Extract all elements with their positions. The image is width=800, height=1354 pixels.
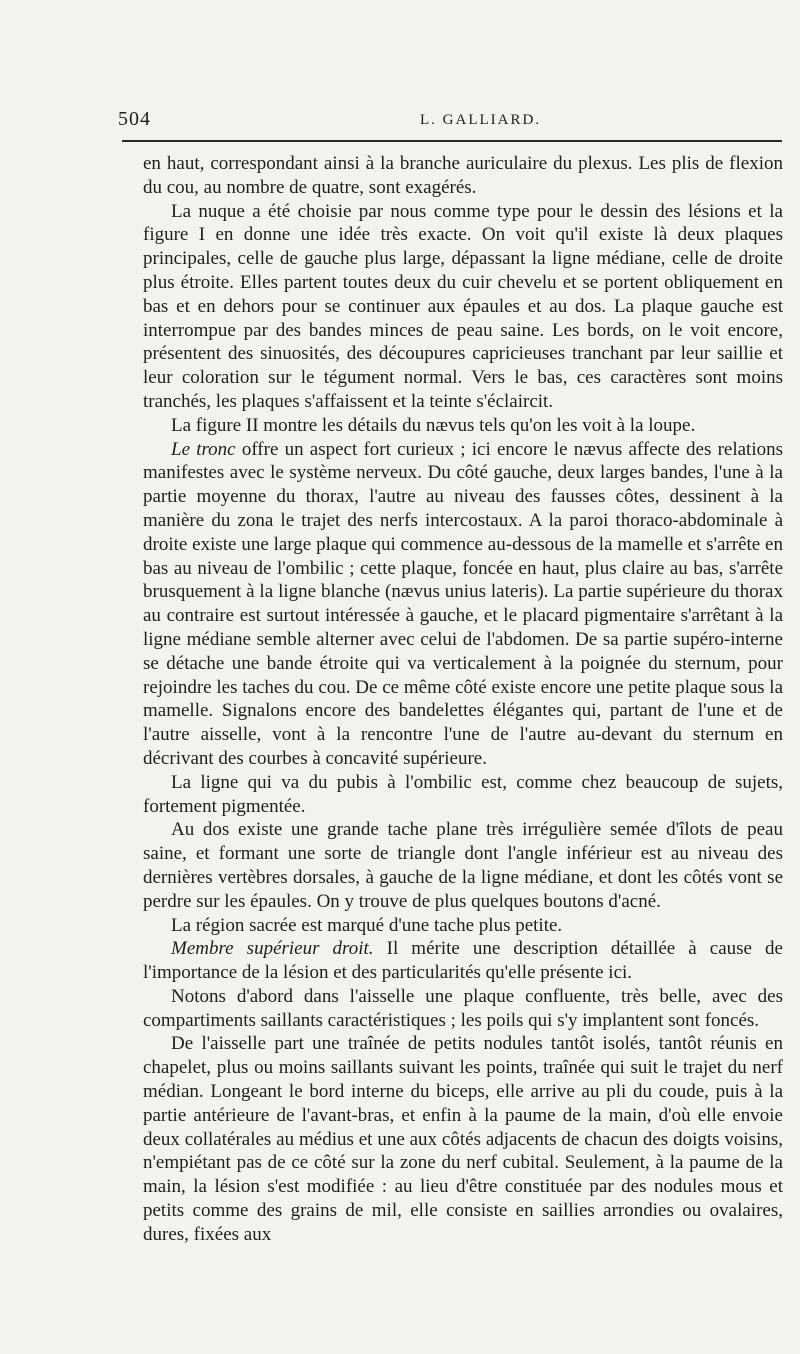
paragraph: Membre supérieur droit. Il mérite une description détaillée à cause de l'importance de la lésion et des particularités qu'elle présente ici. [143, 938, 783, 984]
paragraph: Le tronc offre un aspect fort curieux ; ici encore le nævus affecte des relations manifestes avec le système nerveux. Du côté gauche, deux larges bandes, l'une à la partie moyenne du thorax, l'autre au niveau des fausses côtes, dessinent à la manière du zona le trajet des nerfs intercostaux. A la paroi thoraco-abdominale à droite existe une large plaque qui commence au-dessous de la mamelle et s'arrête en bas au niveau de l'ombilic ; cette plaque, foncée en haut, plus claire au bas, s'arrête brusquement à la ligne blanche (nævus unius lateris). La partie supérieure du thorax au contraire est surtout intéressée à gauche, et le placard pigmentaire s'arrêtant à la ligne médiane semble alterner avec celui de l'abdomen. De sa partie supéro-interne se détache une bande étroite qui va verticalement à la poignée du sternum, pour rejoindre les taches du cou. De ce même côté existe encore une petite plaque sous la mamelle. Signalons encore des bandelettes élégantes qui, partant de l'une et de l'autre aisselle, vont à la rencontre l'une de l'autre au-devant du sternum en décrivant des courbes à concavité supérieure. [143, 438, 783, 769]
paragraph: La nuque a été choisie par nous comme type pour le dessin des lésions et la figure I en donne une idée très exacte. On voit qu'il existe là deux plaques principales, celle de gauche plus large, dépassant la ligne médiane, celle de droite plus étroite. Elles partent toutes deux du cuir chevelu et se portent obliquement en bas et en dehors pour se continuer aux épaules et au dos. La plaque gauche est interrompue par des bandes minces de peau saine. Les bords, on le voit encore, présentent des sinuosités, des découpures capricieuses tranchant par leur saillie et leur coloration sur le tégument normal. Vers le bas, ces caractères sont moins tranchés, les plaques s'affaissent et la teinte s'éclaircit. [143, 200, 783, 412]
paragraph: La ligne qui va du pubis à l'ombilic est, comme chez beaucoup de sujets, fortement pigmentée. [143, 771, 783, 817]
paragraph: Notons d'abord dans l'aisselle une plaque confluente, très belle, avec des compartiments saillants caractéristiques ; les poils qui s'y implantent sont foncés. [143, 985, 783, 1031]
header-rule [122, 140, 782, 142]
paragraph: Au dos existe une grande tache plane très irrégulière semée d'îlots de peau saine, et formant une sorte de triangle dont l'angle inférieur est au niveau des dernières vertèbres dorsales, à gauche de la ligne médiane, et dont les côtés vont se perdre sur les épaules. On y trouve de plus quelques boutons d'acné. [143, 819, 783, 912]
paragraph: La région sacrée est marqué d'une tache plus petite. [171, 914, 563, 936]
body-text [143, 152, 783, 1247]
running-head: L. GALLIARD. [420, 112, 542, 128]
page-header [118, 108, 788, 138]
italic-lead: Le tronc [171, 438, 236, 460]
page-number: 504 [118, 108, 151, 130]
paragraph: De l'aisselle part une traînée de petits nodules tantôt isolés, tantôt réunis en chapelet, plus ou moins saillants suivant les points, traînée qui suit le trajet du nerf médian. Longeant le bord interne du biceps, elle arrive au pli du coude, puis à la partie antérieure de l'avant-bras, et enfin à la paume de la main, d'où elle envoie deux collatérales au médius et une aux côtés adjacents de chacun des doigts voisins, n'empiétant pas de ce côté sur la zone du nerf cubital. Seulement, à la paume de la main, la lésion s'est modifiée : au lieu d'être constituée par des nodules mous et petits comme des grains de mil, elle consiste en saillies arrondies ou ovalaires, dures, fixées aux [143, 1033, 783, 1245]
italic-lead: Membre supérieur droit. [171, 938, 374, 960]
paragraph: La figure II montre les détails du nævus tels qu'on les voit à la loupe. [171, 414, 696, 436]
paragraph: en haut, correspondant ainsi à la branche auriculaire du plexus. Les plis de flexion du cou, au nombre de quatre, sont exagérés. [143, 153, 783, 198]
